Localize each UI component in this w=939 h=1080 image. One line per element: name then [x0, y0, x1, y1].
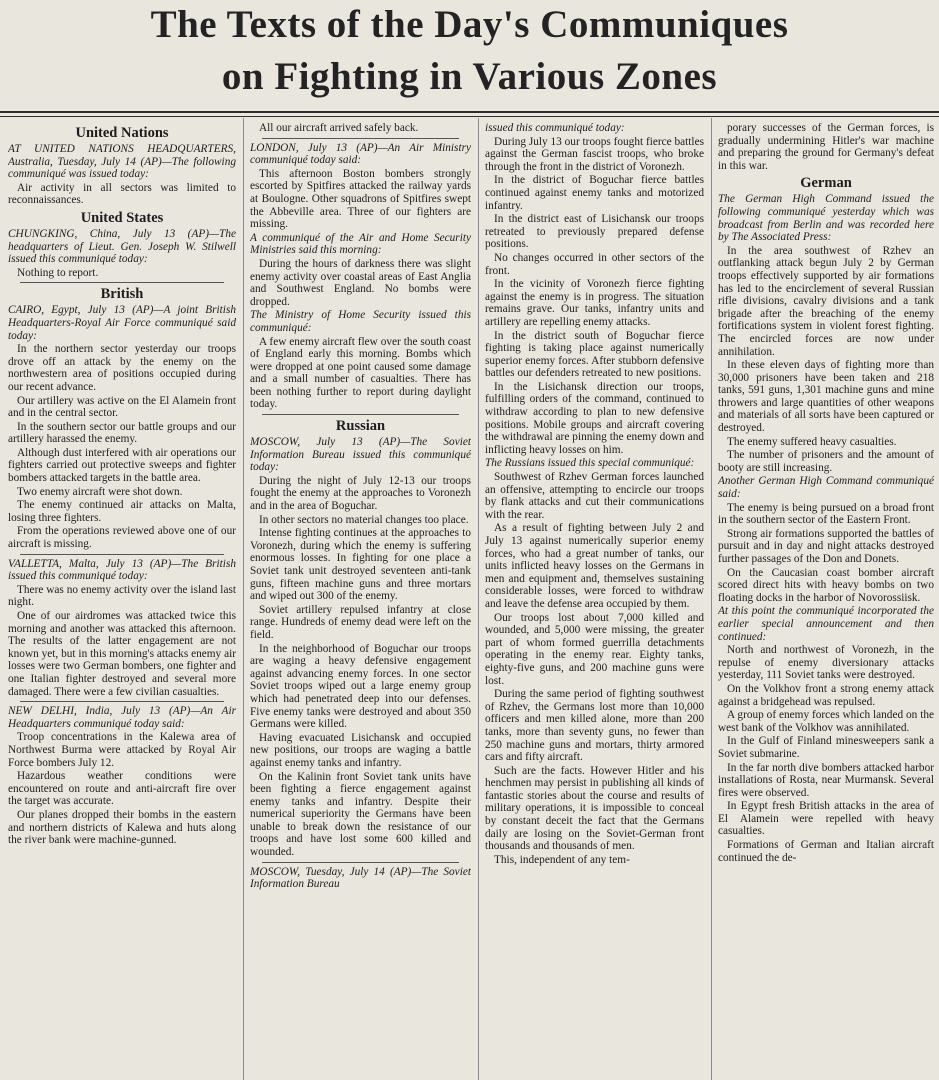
dateline: AT UNITED NATIONS HEADQUARTERS, Australia, Tuesday, July 14 (AP)—The following communiqué was issued today: — [8, 143, 236, 181]
dateline: LONDON, July 13 (AP)—An Air Ministry communiqué today said: — [250, 141, 471, 167]
paragraph: In Egypt fresh British attacks in the area of El Alamein were repelled with heavy casualties. — [718, 800, 934, 838]
divider — [262, 862, 459, 863]
paragraph: A group of enemy forces which landed on the west bank of the Volkhov was annihilated. — [718, 709, 934, 734]
headline-rule-top — [0, 111, 939, 113]
paragraph: No changes occurred in other sectors of the front. — [485, 251, 704, 277]
paragraph: This afternoon Boston bombers strongly escorted by Spitfires attacked the railway yards at Boulogne. Other squadrons of Spitfires swept the Abbeville area. Three of our fighters are missing. — [250, 167, 471, 231]
paragraph: Two enemy aircraft were shot down. — [17, 485, 183, 498]
paragraph: In the far north dive bombers attacked harbor installations of Rosta, near Murmansk. Several fires were observed. — [718, 761, 934, 799]
paragraph: During July 13 our troops fought fierce battles against the German fascist troops, who broke through the front in the district of Voronezh. — [485, 135, 704, 173]
headline — [0, 0, 939, 110]
paragraph: In the vicinity of Voronezh fierce fighting against the enemy is in progress. The situation remains grave. Our tanks, infantry units and artillery are repelling enemy attacks. — [485, 278, 704, 328]
section-heading-russian: Russian — [335, 418, 386, 435]
paragraph: Having evacuated Lisichansk and occupied new positions, our troops are waging a battle against enemy tanks and infantry. — [250, 731, 471, 769]
column-4 — [718, 122, 934, 1078]
paragraph: In the southern sector our battle groups and our artillery harassed the enemy. — [8, 420, 236, 446]
paragraph: Although dust interfered with air operations our fighters carried out protective sweeps and fighter bombers attacked targets in the battle area. — [8, 446, 236, 485]
paragraph: From the operations reviewed above one of our aircraft is missing. — [8, 525, 236, 551]
paragraph: Troop concentrations in the Kalewa area of Northwest Burma were attacked by Royal Air Force bombers July 12. — [8, 731, 236, 769]
column-2 — [250, 122, 471, 1078]
dateline: The German High Command issued the following communiqué yesterday which was broadcast from Berlin and was recorded here by The Associated Press: — [718, 193, 934, 244]
paragraph: Our planes dropped their bombs in the eastern and northern districts of Kalewa and huts along the river bank were machine-gunned. — [8, 808, 236, 847]
dateline: At this point the communiqué incorporated the earlier special announcement and then continued: — [718, 605, 934, 643]
paragraph: Our troops lost about 7,000 killed and wounded, and 5,000 were missing, the greater part of whom formed guerrilla detachments operating in the enemy rear. Eighty tanks, eighty-five guns, and 200 machine guns were lost. — [485, 611, 704, 687]
paragraph: On the Kalinin front Soviet tank units have been fighting a fierce engagement against enemy tanks and infantry. Despite their numerical superiority the Germans have been unable to break down the resistance of our troops and have lost some 600 killed and wounded. — [250, 770, 471, 859]
paragraph: Hazardous weather conditions were encountered on route and anti-aircraft fire over the target was accurate. — [8, 770, 236, 808]
divider — [262, 138, 459, 139]
dateline: NEW DELHI, India, July 13 (AP)—An Air Headquarters communiqué today said: — [8, 705, 236, 730]
paragraph: On the Caucasian coast bomber aircraft scored direct hits with heavy bombs on two floating docks in the harbor of Novorossiisk. — [718, 566, 934, 604]
paragraph: One of our airdromes was attacked twice this morning and another was attacked this afternoon. The results of the latter engagement are not known yet, but in this morning's attacks enemy air losses were two German bombers, one fighter and one Italian fighter destroyed and several more damaged. There were a few civilian casualties. — [8, 610, 236, 698]
paragraph: In other sectors no material changes too place. — [259, 513, 469, 526]
paragraph: In the area southwest of Rzhev an outflanking attack begun July 2 by German troops effectively supported by air formations has led to the encirclement of several Russian rifle divisions, cavalry divisions and a tank brigade after the breaching of the enemy fortifications system in violent forest fighting. The encircled forces are now under annihilation. — [718, 244, 934, 358]
paragraph: On the Volkhov front a strong enemy attack against a bridgehead was repulsed. — [718, 682, 934, 708]
dateline: The Russians issued this special communiqué: — [485, 457, 695, 470]
column-separator-1 — [243, 118, 244, 1080]
paragraph: The enemy continued air attacks on Malta, losing three fighters. — [8, 499, 236, 524]
paragraph: The enemy suffered heavy casualties. — [727, 435, 897, 448]
paragraph: Intense fighting continues at the approaches to Voronezh, during which the enemy is suffering enormous losses. In fighting for one place a Soviet tank unit destroyed seventeen anti-tank guns, fifteen machine guns and three mortars and wiped out 300 of the enemy. — [250, 527, 471, 603]
paragraph: Our artillery was active on the El Alamein front and in the central sector. — [8, 394, 236, 420]
dateline: The Ministry of Home Security issued this communiqué: — [250, 309, 471, 334]
paragraph: Southwest of Rzhev German forces launched an offensive, attempting to encircle our troops by flank attacks and cut their communications with the rear. — [485, 471, 704, 521]
dateline: CAIRO, Egypt, July 13 (AP)—A joint British Headquarters-Royal Air Force communiqué said today: — [8, 304, 236, 342]
column-1 — [8, 122, 236, 1078]
paragraph: During the same period of fighting southwest of Rzhev, the Germans lost more than 10,000 officers and men killed alone, more than 200 tanks, more than seventy guns, no fewer than 250 machine guns and mortars, thirty armored cars and fifty aircraft. — [485, 688, 704, 764]
paragraph: In these eleven days of fighting more than 30,000 prisoners have been taken and 218 tanks, 591 guns, 1,301 machine guns and mine throwers and large quantities of other weapons and materials of all sorts have been captured or destroyed. — [718, 359, 934, 435]
paragraph: Formations of German and Italian aircraft continued the de- — [718, 839, 934, 864]
paragraph: During the hours of darkness there was slight enemy activity over coastal areas of East Anglia and Southwest England. No bombs were dropped. — [250, 257, 471, 308]
column-separator-3 — [711, 118, 712, 1080]
headline-line-1: The Texts of the Day's Communiques — [150, 3, 789, 46]
paragraph: Strong air formations supported the battles of pursuit and in day and night attacks destroyed further passages of the Don and Donets. — [718, 527, 934, 565]
paragraph: In the Lisichansk direction our troops, fulfilling orders of the command, continued to withdraw according to plan to new defensive positions. Mobile groups and aircraft covering the withdrawal are pinning the enemy down and inflicting heavy losses on him. — [485, 380, 704, 456]
headline-line-2: on Fighting in Various Zones — [221, 55, 718, 98]
divider — [262, 414, 459, 415]
dateline: MOSCOW, July 13 (AP)—The Soviet Information Bureau issued this communiqué today: — [250, 436, 471, 474]
dateline: CHUNGKING, China, July 13 (AP)—The headquarters of Lieut. Gen. Joseph W. Stilwell issued this communiqué today: — [8, 227, 236, 266]
paragraph: All our aircraft arrived safely back. — [259, 122, 419, 134]
paragraph: In the district of Boguchar fierce battles continued against enemy tanks and motorized infantry. — [485, 174, 704, 212]
paragraph: Such are the facts. However Hitler and his henchmen may persist in publishing all kinds of fantastic stories about the course and results of military operations, it is impossible to conceal by constant deceit the fact that the Germans daily are losing on the Soviet-German front thousands and thousands of men. — [485, 764, 704, 853]
paragraph: porary successes of the German forces, is gradually undermining Hitler's war machine and preparing the ground for Germany's defeat in this war. — [718, 122, 934, 172]
section-heading-british: British — [100, 286, 144, 303]
paragraph: This, independent of any tem- — [494, 853, 630, 866]
paragraph: As a result of fighting between July 2 and July 13 against numerically superior enemy forces, who had a great number of tanks, our units inflicted heavy losses on the Germans in men and equipment and, themselves sustaining considerable losses, were forced to withdraw and leave the defense area occupied by them. — [485, 522, 704, 610]
dateline: MOSCOW, Tuesday, July 14 (AP)—The Soviet Information Bureau — [250, 865, 471, 891]
section-heading-german: German — [800, 175, 852, 192]
paragraph: During the night of July 12-13 our troops fought the enemy at the approaches to Voronezh and in the area of Boguchar. — [250, 474, 471, 513]
divider — [20, 282, 224, 283]
paragraph: In the district south of Boguchar fierce fighting is taking place against numerically superior enemy forces. After stubborn defensive battles our defenders retreated to new positions. — [485, 329, 704, 380]
paragraph: A few enemy aircraft flew over the south coast of England early this morning. Bombs which were dropped at one point caused some damage and a small number of casualties. There has been nothing further to report during daylight today. — [250, 335, 471, 411]
paragraph: In the neighborhood of Boguchar our troops are waging a heavy defensive engagement against advancing enemy forces. In one sector Soviet troops wiped out a large enemy group which had penetrated deep into our defenses. Five enemy tanks were destroyed and about 350 Germans were killed. — [250, 642, 471, 731]
column-separator-2 — [478, 118, 479, 1080]
paragraph: Air activity in all sectors was limited to reconnaissances. — [8, 181, 236, 207]
dateline: VALLETTA, Malta, July 13 (AP)—The British issued this communiqué today: — [8, 557, 236, 583]
dateline: A communiqué of the Air and Home Security Ministries said this morning: — [250, 231, 471, 257]
paragraph: Nothing to report. — [17, 266, 99, 279]
paragraph: In the district east of Lisichansk our troops retreated to previously prepared defense positions. — [485, 213, 704, 251]
paragraph: In the northern sector yesterday our troops drove off an attack by the enemy on the northwestern area of positions occupied during our recent advance. — [8, 343, 236, 393]
section-heading-united-nations: United Nations — [75, 125, 169, 141]
headline-rule-bottom — [0, 116, 939, 117]
paragraph: North and northwest of Voronezh, in the repulse of enemy diversionary attacks yesterday, 111 Soviet tanks were destroyed. — [718, 644, 934, 682]
paragraph: The enemy is being pursued on a broad front in the southern sector of the Eastern Front. — [718, 501, 934, 527]
section-heading-united-states: United States — [80, 209, 164, 226]
divider — [20, 554, 224, 555]
dateline: Another German High Command communiqué said: — [718, 475, 934, 501]
paragraph: In the Gulf of Finland minesweepers sank a Soviet submarine. — [718, 735, 934, 760]
paragraph: There was no enemy activity over the island last night. — [8, 583, 236, 609]
column-3 — [485, 122, 704, 1078]
paragraph: Soviet artillery repulsed infantry at close range. Hundreds of enemy dead were left on the field. — [250, 603, 471, 641]
divider — [20, 701, 224, 702]
paragraph: The number of prisoners and the amount of booty are still increasing. — [718, 449, 934, 474]
dateline: issued this communiqué today: — [485, 122, 625, 134]
